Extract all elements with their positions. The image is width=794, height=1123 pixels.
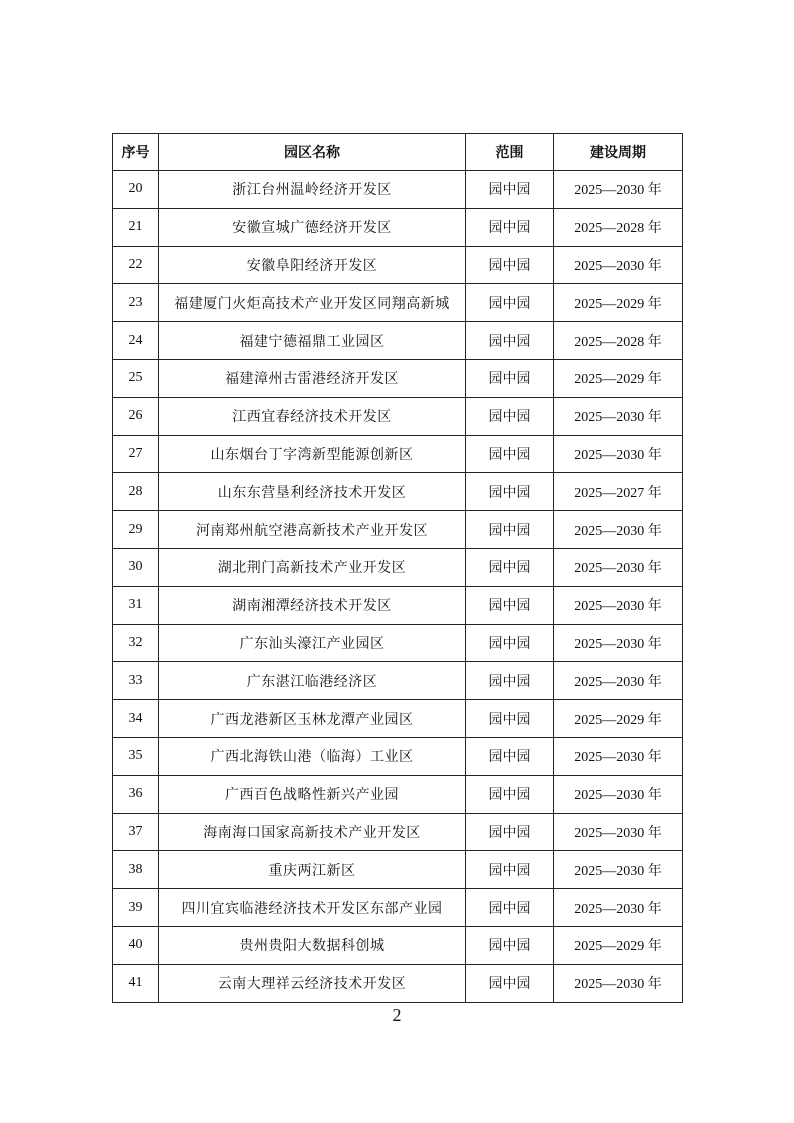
serial-number-cell: 34: [113, 700, 159, 738]
table-row: [113, 851, 683, 889]
scope-cell: 园中园: [466, 662, 554, 700]
construction-period-cell: 2025—2030 年: [554, 624, 683, 662]
serial-number-cell: 35: [113, 737, 159, 775]
park-name-cell: 广西龙港新区玉林龙潭产业园区: [159, 700, 466, 738]
serial-number-cell: 38: [113, 851, 159, 889]
construction-period-cell: 2025—2029 年: [554, 700, 683, 738]
construction-period-cell: 2025—2030 年: [554, 435, 683, 473]
table-row: [113, 435, 683, 473]
construction-period-cell: 2025—2030 年: [554, 397, 683, 435]
construction-period-cell: 2025—2030 年: [554, 851, 683, 889]
scope-cell: 园中园: [466, 171, 554, 209]
serial-number-cell: 25: [113, 359, 159, 397]
construction-period-cell: 2025—2029 年: [554, 359, 683, 397]
park-name-cell: 四川宜宾临港经济技术开发区东部产业园: [159, 889, 466, 927]
serial-number-cell: 24: [113, 322, 159, 360]
construction-period-cell: 2025—2030 年: [554, 813, 683, 851]
table-header: [113, 134, 683, 171]
park-name-cell: 海南海口国家高新技术产业开发区: [159, 813, 466, 851]
park-name-cell: 河南郑州航空港高新技术产业开发区: [159, 511, 466, 549]
construction-period-cell: 2025—2030 年: [554, 548, 683, 586]
table-row: [113, 624, 683, 662]
park-name-cell: 安徽宣城广德经济开发区: [159, 208, 466, 246]
serial-number-cell: 30: [113, 548, 159, 586]
serial-number-cell: 21: [113, 208, 159, 246]
park-name-cell: 贵州贵阳大数据科创城: [159, 926, 466, 964]
construction-period-cell: 2025—2030 年: [554, 889, 683, 927]
scope-cell: 园中园: [466, 624, 554, 662]
page-number: 2: [392, 1005, 402, 1025]
table-row: [113, 548, 683, 586]
scope-cell: 园中园: [466, 586, 554, 624]
serial-number-cell: 22: [113, 246, 159, 284]
park-name-cell: 福建漳州古雷港经济开发区: [159, 359, 466, 397]
serial-number-cell: 31: [113, 586, 159, 624]
construction-period-cell: 2025—2030 年: [554, 511, 683, 549]
park-name-cell: 福建厦门火炬高技术产业开发区同翔高新城: [159, 284, 466, 322]
serial-number-cell: 28: [113, 473, 159, 511]
serial-number-cell: 40: [113, 926, 159, 964]
scope-cell: 园中园: [466, 813, 554, 851]
park-name-cell: 江西宜春经济技术开发区: [159, 397, 466, 435]
table-row: [113, 813, 683, 851]
table-row: [113, 171, 683, 209]
serial-number-cell: 20: [113, 171, 159, 209]
serial-number-cell: 26: [113, 397, 159, 435]
construction-period-cell: 2025—2030 年: [554, 662, 683, 700]
scope-cell: 园中园: [466, 511, 554, 549]
serial-number-cell: 33: [113, 662, 159, 700]
scope-cell: 园中园: [466, 700, 554, 738]
scope-cell: 园中园: [466, 964, 554, 1002]
table-row: [113, 926, 683, 964]
scope-cell: 园中园: [466, 435, 554, 473]
table-body: [113, 171, 683, 1003]
park-name-cell: 湖北荆门高新技术产业开发区: [159, 548, 466, 586]
construction-period-cell: 2025—2030 年: [554, 964, 683, 1002]
scope-cell: 园中园: [466, 926, 554, 964]
table-row: [113, 586, 683, 624]
scope-cell: 园中园: [466, 737, 554, 775]
scope-cell: 园中园: [466, 284, 554, 322]
construction-period-cell: 2025—2030 年: [554, 775, 683, 813]
scope-cell: 园中园: [466, 548, 554, 586]
park-name-cell: 安徽阜阳经济开发区: [159, 246, 466, 284]
serial-number-cell: 36: [113, 775, 159, 813]
serial-number-cell: 32: [113, 624, 159, 662]
table-row: [113, 737, 683, 775]
serial-number-cell: 29: [113, 511, 159, 549]
table-row: [113, 397, 683, 435]
scope-cell: 园中园: [466, 851, 554, 889]
scope-cell: 园中园: [466, 322, 554, 360]
table-row: [113, 964, 683, 1002]
park-name-cell: 湖南湘潭经济技术开发区: [159, 586, 466, 624]
table-row: [113, 889, 683, 927]
construction-period-cell: 2025—2030 年: [554, 737, 683, 775]
construction-period-cell: 2025—2028 年: [554, 208, 683, 246]
scope-cell: 园中园: [466, 889, 554, 927]
park-name-cell: 山东东营垦利经济技术开发区: [159, 473, 466, 511]
park-name-cell: 广西百色战略性新兴产业园: [159, 775, 466, 813]
serial-number-cell: 23: [113, 284, 159, 322]
park-name-cell: 广东湛江临港经济区: [159, 662, 466, 700]
construction-period-cell: 2025—2030 年: [554, 586, 683, 624]
header-serial-number: 序号: [113, 134, 159, 171]
scope-cell: 园中园: [466, 246, 554, 284]
scope-cell: 园中园: [466, 397, 554, 435]
table-row: [113, 322, 683, 360]
park-name-cell: 浙江台州温岭经济开发区: [159, 171, 466, 209]
table-row: [113, 662, 683, 700]
scope-cell: 园中园: [466, 359, 554, 397]
construction-period-cell: 2025—2030 年: [554, 246, 683, 284]
table-row: [113, 775, 683, 813]
scope-cell: 园中园: [466, 208, 554, 246]
scope-cell: 园中园: [466, 473, 554, 511]
park-name-cell: 广东汕头濠江产业园区: [159, 624, 466, 662]
header-park-name: 园区名称: [159, 134, 466, 171]
table-row: [113, 511, 683, 549]
table-row: [113, 359, 683, 397]
industrial-park-table: [112, 133, 683, 1003]
park-name-cell: 福建宁德福鼎工业园区: [159, 322, 466, 360]
construction-period-cell: 2025—2029 年: [554, 926, 683, 964]
construction-period-cell: 2025—2027 年: [554, 473, 683, 511]
serial-number-cell: 37: [113, 813, 159, 851]
header-row: [113, 134, 683, 171]
construction-period-cell: 2025—2028 年: [554, 322, 683, 360]
construction-period-cell: 2025—2029 年: [554, 284, 683, 322]
header-scope: 范围: [466, 134, 554, 171]
table-row: [113, 208, 683, 246]
park-name-cell: 广西北海铁山港（临海）工业区: [159, 737, 466, 775]
scope-cell: 园中园: [466, 775, 554, 813]
table-row: [113, 284, 683, 322]
table-row: [113, 700, 683, 738]
construction-period-cell: 2025—2030 年: [554, 171, 683, 209]
serial-number-cell: 27: [113, 435, 159, 473]
serial-number-cell: 41: [113, 964, 159, 1002]
table-row: [113, 246, 683, 284]
park-name-cell: 山东烟台丁字湾新型能源创新区: [159, 435, 466, 473]
table-row: [113, 473, 683, 511]
serial-number-cell: 39: [113, 889, 159, 927]
park-name-cell: 重庆两江新区: [159, 851, 466, 889]
header-construction-period: 建设周期: [554, 134, 683, 171]
park-name-cell: 云南大理祥云经济技术开发区: [159, 964, 466, 1002]
